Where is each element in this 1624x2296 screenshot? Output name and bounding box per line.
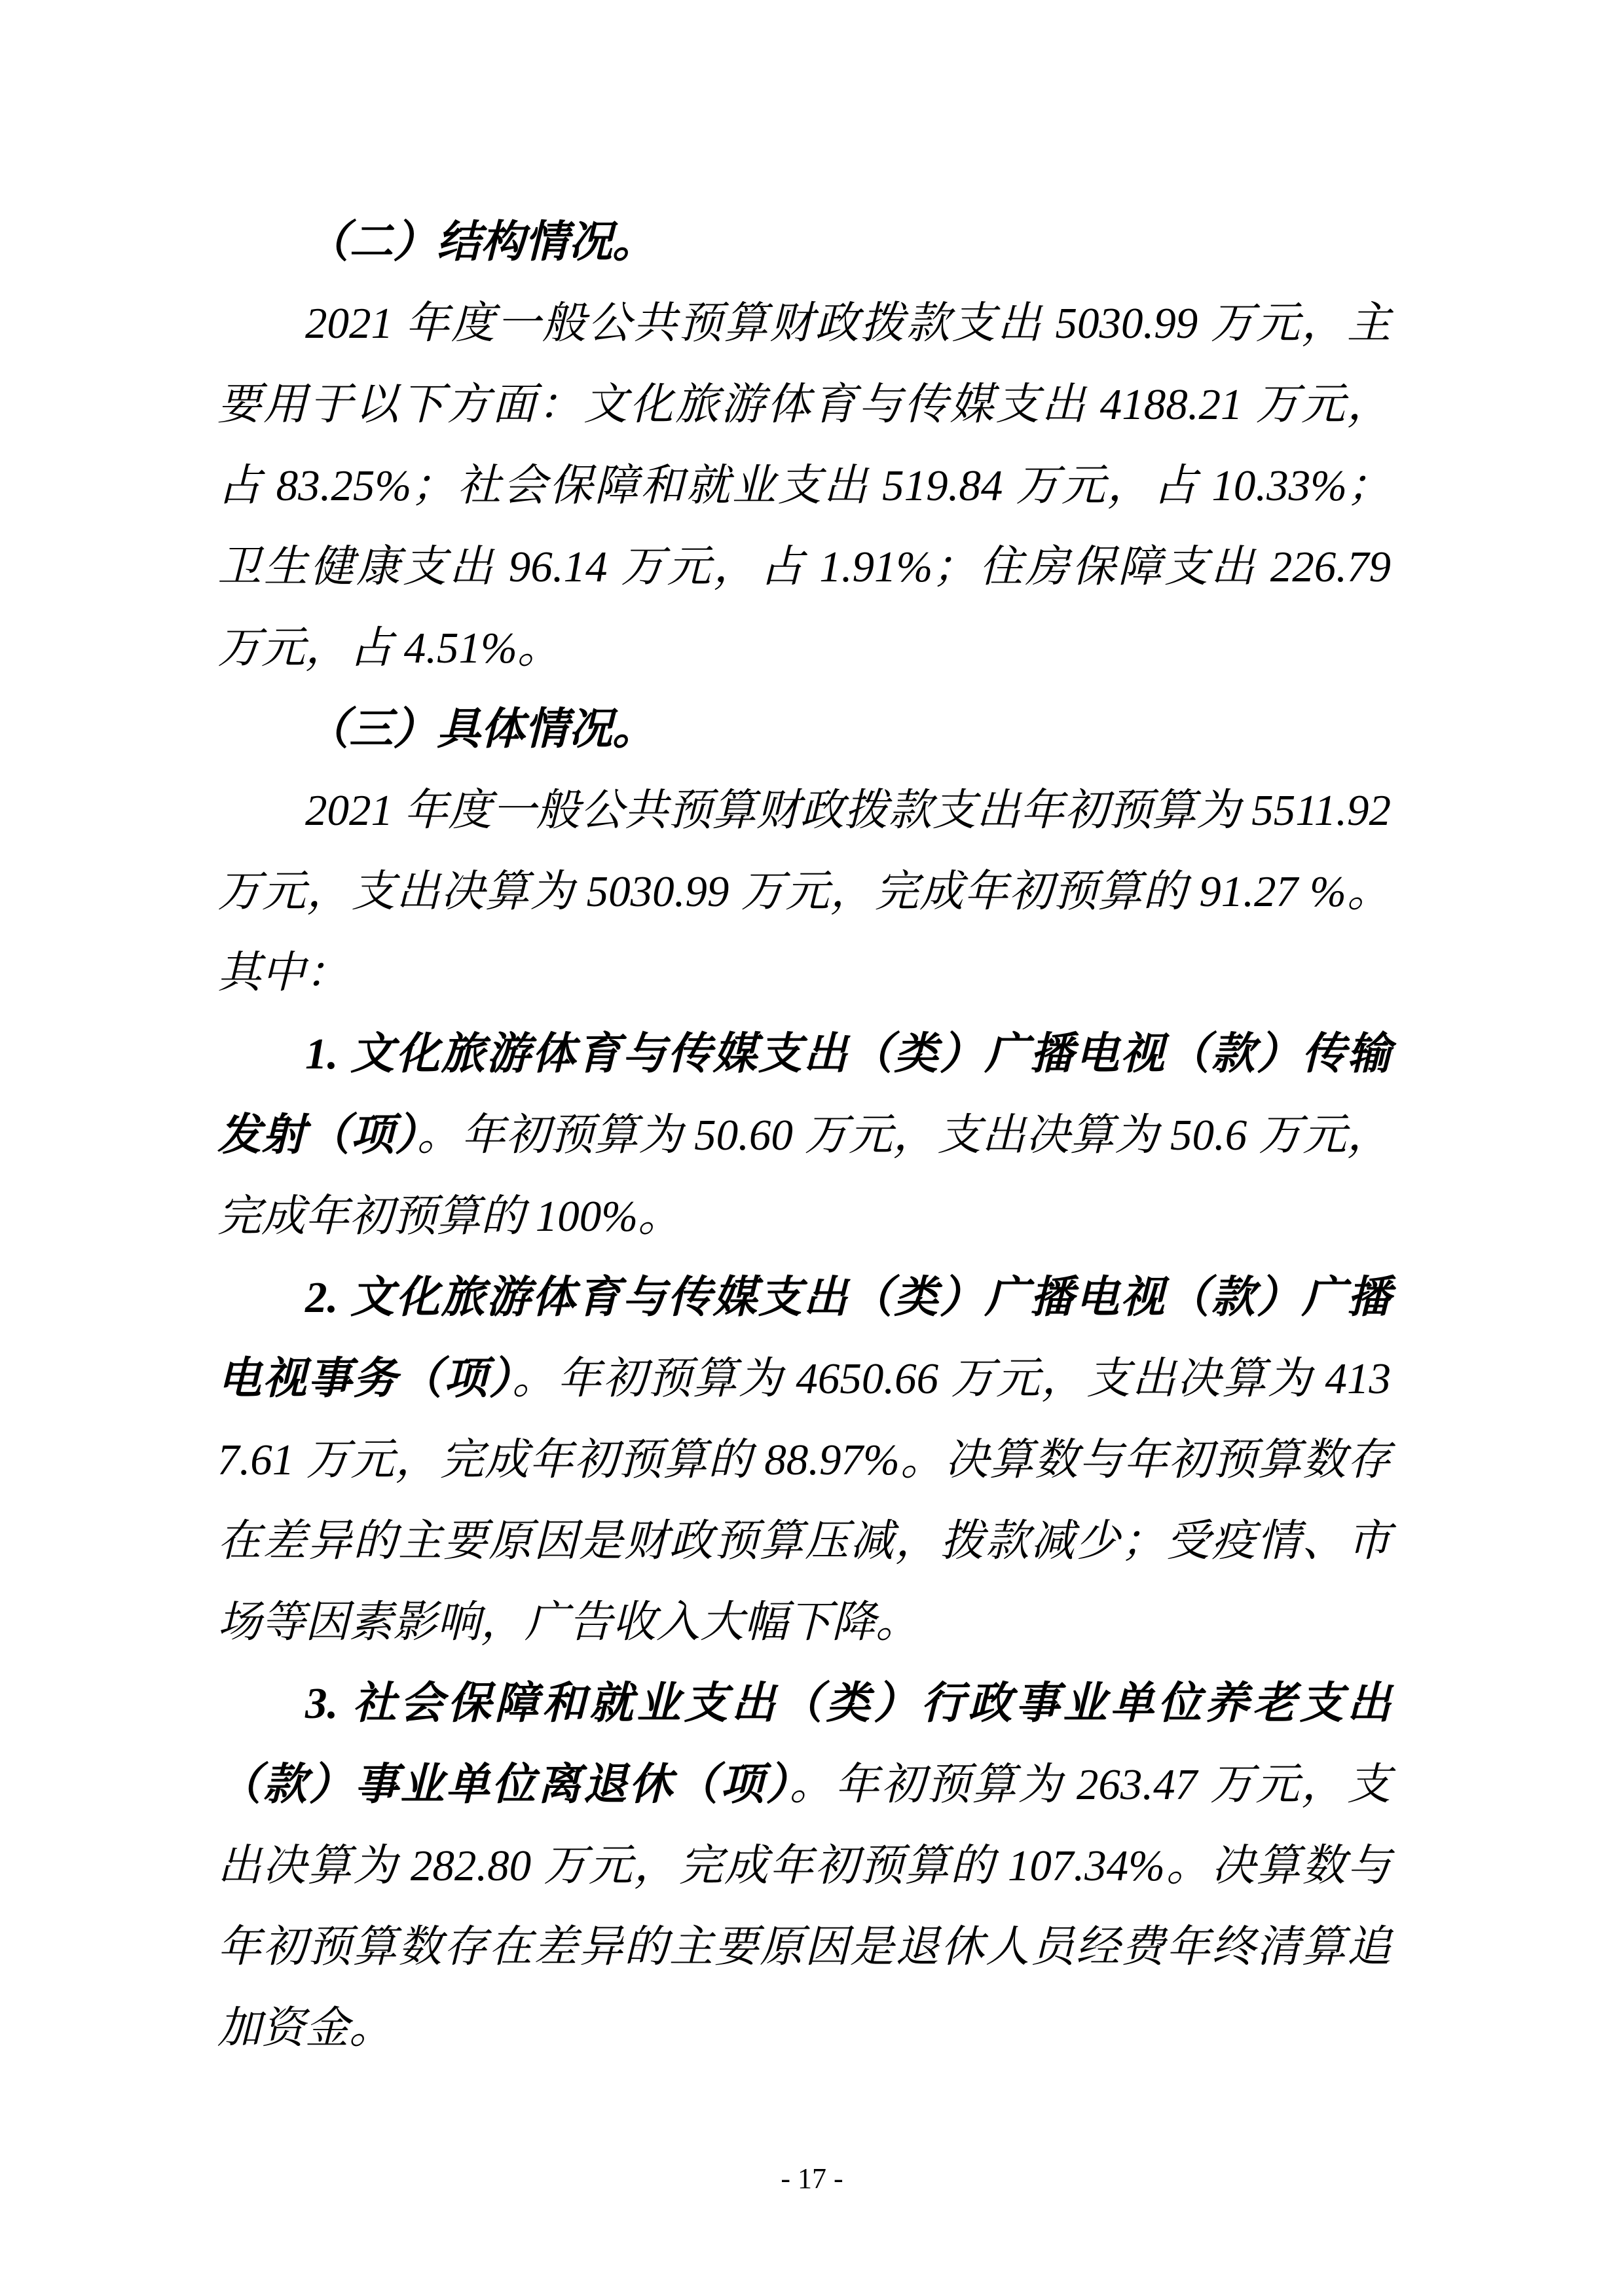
document-body bbox=[217, 202, 1391, 2069]
section-heading-structure: （二）结构情况。 bbox=[305, 218, 656, 266]
budget-item-1-title: 1. 文化旅游体育与传媒支出（类）广播电视（款）传输发射（项） bbox=[217, 1030, 1391, 1159]
paragraph-structure-details: 2021 年度一般公共预算财政拨款支出 5030.99 万元，主要用于以下方面：文化旅游体育与传媒支出 4188.21 万元，占 83.25%；社会保障和就业支出 519.84 万元，占 10.33%；卫生健康支出 96.14 万元，占 1.91%；住房保障支出 226.79 万元，占 4.51%。 bbox=[217, 299, 1391, 672]
budget-item-3-title: 3. 社会保障和就业支出（类）行政事业单位养老支出（款）事业单位离退休（项） bbox=[217, 1679, 1391, 1809]
budget-item-1-body: 。年初预算为 50.60 万元，支出决算为 50.6 万元，完成年初预算的 100%。 bbox=[217, 1111, 1392, 1241]
budget-item-3 bbox=[217, 1663, 1391, 2069]
section-heading-specifics: （三）具体情况。 bbox=[305, 705, 656, 754]
paragraph-specifics-overview: 2021 年度一般公共预算财政拨款支出年初预算为 5511.92 万元，支出决算为 5030.99 万元，完成年初预算的 91.27 %。其中： bbox=[217, 786, 1391, 997]
budget-item-2-body: 。年初预算为 4650.66 万元，支出决算为 4137.61 万元，完成年初预算的 88.97%。决算数与年初预算数存在差异的主要原因是财政预算压减，拨款减少；受疫情、市场等因素影响，广告收入大幅下降。 bbox=[217, 1355, 1392, 1647]
budget-item-2-title: 2. 文化旅游体育与传媒支出（类）广播电视（款）广播电视事务（项） bbox=[217, 1273, 1391, 1403]
budget-item-3-body: 。年初预算为 263.47 万元，支出决算为 282.80 万元，完成年初预算的 107.34%。决算数与年初预算数存在差异的主要原因是退休人员经费年终清算追加资金。 bbox=[217, 1760, 1391, 2052]
budget-item-1 bbox=[217, 1013, 1391, 1257]
budget-item-2 bbox=[217, 1257, 1391, 1663]
page-number: - 17 - bbox=[781, 2162, 843, 2195]
